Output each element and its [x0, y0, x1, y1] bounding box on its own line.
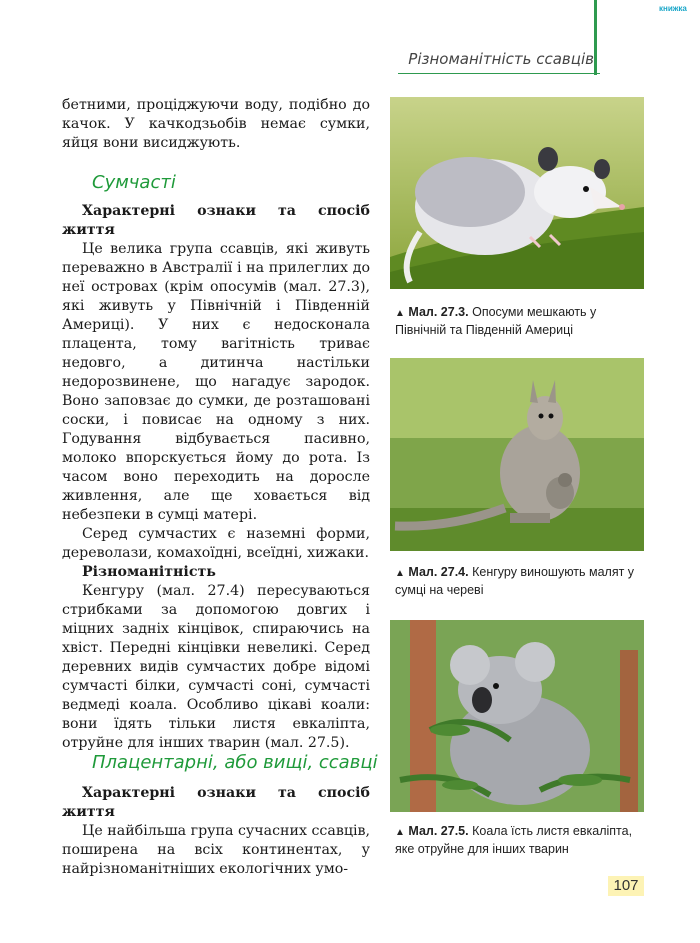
opossum-photo	[390, 97, 644, 289]
intro-paragraph: бетними, проціджуючи воду, подібно до качок. У качкодзьобів немає сумки, яйця вони висиджують.	[62, 97, 370, 151]
caption-triangle-icon: ▲	[395, 308, 405, 319]
marsupials-body	[62, 202, 370, 753]
header-vertical-rule	[594, 0, 597, 75]
figure-label: Мал. 27.3.	[408, 305, 469, 319]
figure-caption-text: Опосуми мешкають у Північній та Південній Америці	[395, 305, 597, 337]
section-title-marsupials: Сумчасті	[92, 172, 176, 193]
figure-label: Мал. 27.5.	[408, 824, 469, 838]
running-title: Різноманітність ссавців	[408, 50, 594, 68]
placentals-features-heading: Характерні ознаки та спосіб життя	[62, 785, 370, 820]
placentals-paragraph-1: Це найбільша група сучасних ссавців, поширена на всіх континентах, у найрізноманітніших екологічних умо-	[62, 823, 370, 877]
page-number: 107	[608, 876, 644, 896]
figure-27-5-caption	[395, 823, 650, 858]
intro-block	[62, 96, 370, 153]
caption-triangle-icon: ▲	[395, 568, 405, 579]
header-rule	[398, 73, 600, 74]
figure-label: Мал. 27.4.	[408, 565, 469, 579]
publisher-logo: книжка	[659, 4, 687, 13]
marsupials-features-heading: Характерні ознаки та спосіб життя	[62, 203, 370, 238]
figure-27-3-caption	[395, 304, 650, 339]
marsupials-paragraph-3: Кенгуру (мал. 27.4) пересуваються стрибками за допомогою довгих і міцних задніх кінцівок, спираючись на хвіст. Передні кінцівки невеликі. Серед деревних видів сумчастих добре відомі сумчасті білки, сумчасті соні, сумчасті ведмеді коала. Особливо цікаві коали: вони їдять тільки листя евкаліпта, отруйне для інших тварин (мал. 27.5).	[62, 583, 370, 751]
caption-triangle-icon: ▲	[395, 827, 405, 838]
marsupials-diversity-heading: Різноманітність	[82, 564, 216, 580]
placentals-body	[62, 784, 370, 879]
section-title-placentals: Плацентарні, або вищі, ссавці	[92, 752, 378, 773]
marsupials-paragraph-1: Це велика група ссавців, які живуть переважно в Австралії і на прилеглих до неї островах (крім опосумів (мал. 27.3), які живуть у Північній і Південній Америці). У них є недосконала плацента, тому вагітність триває недовго, а дитинча настільки недорозвинене, що нагадує зародок. Воно заповзає до сумки, де розташовані соски, і повисає на одному з них. Годування відбувається пасивно, молоко впорскується йому до рота. Із часом воно переходить на доросле живлення, але ще ховається від небезпеки в сумці матері.	[62, 241, 370, 523]
figure-caption-text: Кенгуру виношують малят у сумці на череві	[395, 565, 635, 597]
figure-caption-text: Коала їсть листя евкаліпта, яке отруйне для інших тварин	[395, 824, 633, 856]
kangaroo-photo	[390, 358, 644, 551]
figure-27-4-caption	[395, 564, 650, 599]
koala-photo	[390, 620, 644, 812]
marsupials-paragraph-2: Серед сумчастих є наземні форми, дереволази, комахоїдні, всеїдні, хижаки.	[62, 526, 370, 561]
